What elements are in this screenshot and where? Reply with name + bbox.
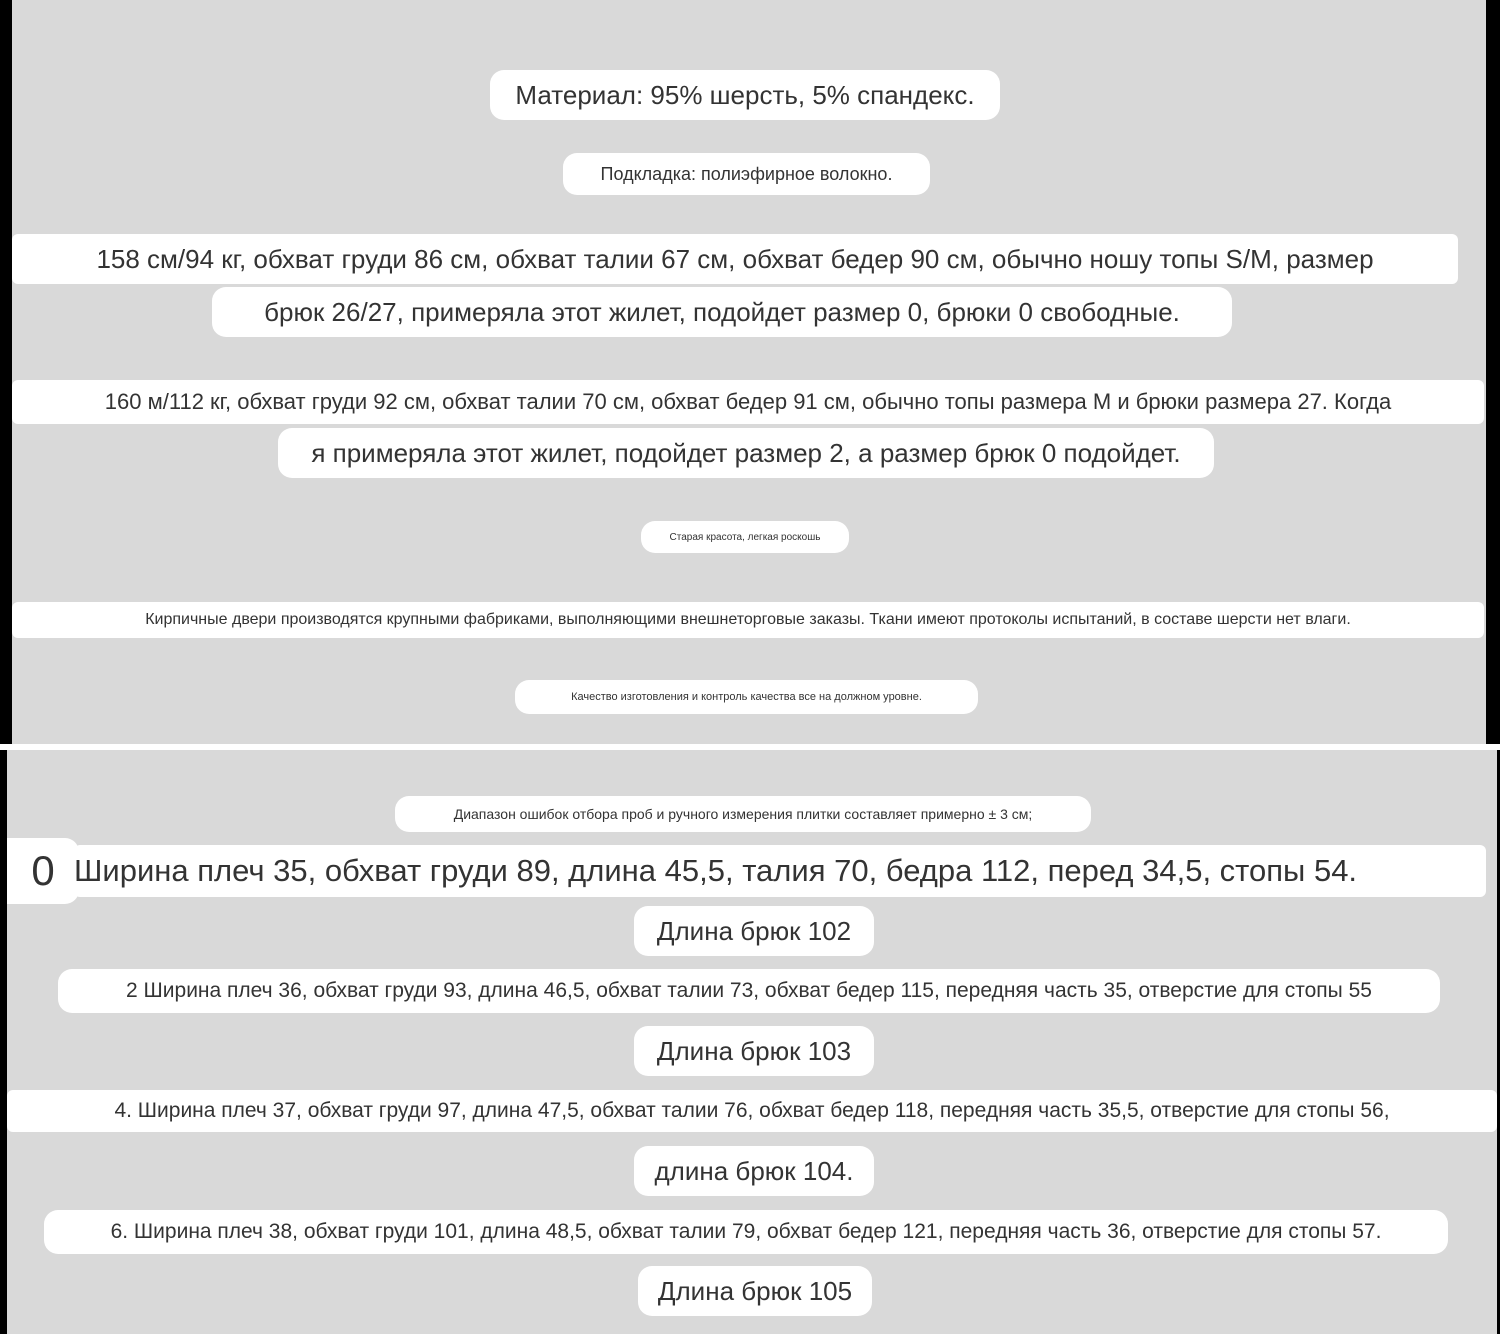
slogan-caption: Старая красота, легкая роскошь	[641, 521, 849, 553]
size-0-pants-length: Длина брюк 102	[634, 906, 874, 956]
quality-caption: Качество изготовления и контроль качества все на должном уровне.	[515, 680, 978, 714]
material-caption: Материал: 95% шерсть, 5% спандекс.	[490, 70, 1000, 120]
review-1-line-1: 158 см/94 кг, обхват груди 86 см, обхват талии 67 см, обхват бедер 90 см, обычно ношу топы S/M, размер	[12, 234, 1458, 284]
lining-caption: Подкладка: полиэфирное волокно.	[563, 153, 930, 195]
size-2-measurements: 2 Ширина плеч 36, обхват груди 93, длина 46,5, обхват талии 73, обхват бедер 115, передняя часть 35, отверстие для стопы 55	[58, 969, 1440, 1013]
size-4-pants-length: длина брюк 104.	[634, 1146, 874, 1196]
size-4-measurements: 4. Ширина плеч 37, обхват груди 97, длина 47,5, обхват талии 76, обхват бедер 118, передняя часть 35,5, отверстие для стопы 56,	[7, 1090, 1497, 1132]
size-0-badge: 0	[7, 838, 79, 904]
review-2-line-2: я примеряла этот жилет, подойдет размер 2, а размер брюк 0 подойдет.	[278, 428, 1214, 478]
right-border	[1486, 0, 1500, 744]
bottom-white-strip	[0, 1334, 1500, 1338]
review-2-line-1: 160 м/112 кг, обхват груди 92 см, обхват талии 70 см, обхват бедер 91 см, обычно топы размера M и брюки размера 27. Когда	[12, 380, 1484, 424]
left-border	[0, 750, 7, 1334]
review-1-line-2: брюк 26/27, примеряла этот жилет, подойдет размер 0, брюки 0 свободные.	[212, 287, 1232, 337]
size-6-pants-length: Длина брюк 105	[638, 1266, 872, 1316]
measurement-error-note: Диапазон ошибок отбора проб и ручного измерения плитки составляет примерно ± 3 см;	[395, 796, 1091, 832]
size-6-measurements: 6. Ширина плеч 38, обхват груди 101, длина 48,5, обхват талии 79, обхват бедер 121, передняя часть 36, отверстие для стопы 57.	[44, 1210, 1448, 1254]
size-2-pants-length: Длина брюк 103	[634, 1026, 874, 1076]
size-chart-panel	[0, 750, 1500, 1334]
factory-caption: Кирпичные двери производятся крупными фабриками, выполняющими внешнеторговые заказы. Ткани имеют протоколы испытаний, в составе шерсти нет влаги.	[12, 602, 1484, 638]
left-border	[0, 0, 12, 744]
size-0-measurements: Ширина плеч 35, обхват груди 89, длина 45,5, талия 70, бедра 112, перед 34,5, стопы 54.	[74, 845, 1486, 897]
